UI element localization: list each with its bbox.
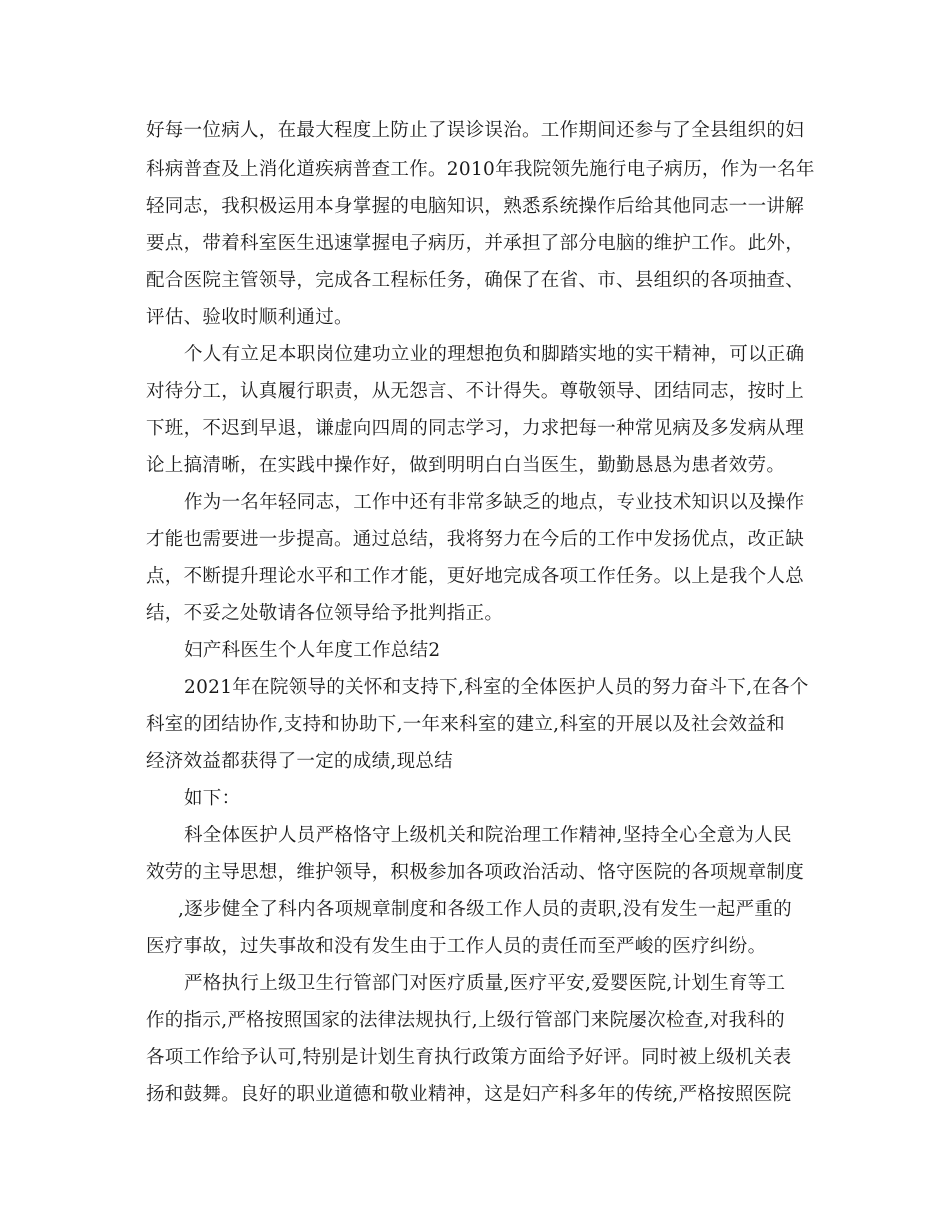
- paragraph-line: 才能也需要进一步提高。通过总结，我将努力在今后的工作中发扬优点，改正缺: [146, 529, 805, 550]
- paragraph-line: 效劳的主导思想，维护领导，积极参加各项政治活动、恪守医院的各项规章制度: [146, 862, 805, 883]
- paragraph-line: 个人有立足本职岗位建功立业的理想抱负和脚踏实地的实干精神，可以正确: [184, 344, 805, 365]
- section-heading: 妇产科医生个人年度工作总结2: [184, 640, 441, 661]
- paragraph-line: 经济效益都获得了一定的成绩,现总结: [146, 751, 453, 772]
- paragraph-line: 点，不断提升理论水平和工作才能，更好地完成各项工作任务。以上是我个人总: [146, 566, 805, 587]
- paragraph-line: 科全体医护人员严格恪守上级机关和院治理工作精神,坚持全心全意为人民: [184, 825, 792, 846]
- paragraph-line: ,逐步健全了科内各项规章制度和各级工作人员的责职,没有发生一起严重的: [178, 899, 792, 920]
- paragraph-line: 要点，带着科室医生迅速掌握电子病历，并承担了部分电脑的维护工作。此外，: [146, 233, 805, 254]
- paragraph-line: 作的指示,严格按照国家的法律法规执行,上级行管部门来院屡次检查,对我科的: [146, 1010, 785, 1031]
- paragraph-line: 对待分工，认真履行职责，从无怨言、不计得失。尊敬领导、团结同志，按时上: [146, 381, 805, 402]
- paragraph-line: 评估、验收时顺利通过。: [146, 307, 353, 328]
- paragraph-line: 严格执行上级卫生行管部门对医疗质量,医疗平安,爱婴医院,计划生育等工: [184, 973, 786, 994]
- paragraph-line: 好每一位病人，在最大程度上防止了误诊误治。工作期间还参与了全县组织的妇: [146, 120, 805, 141]
- paragraph-line: 论上搞清晰，在实践中操作好，做到明明白白当医生，勤勤恳恳为患者效劳。: [146, 455, 786, 476]
- paragraph-line: 配合医院主管领导，完成各工程标任务，确保了在省、市、县组织的各项抽查、: [146, 270, 805, 291]
- paragraph-line: 下班，不迟到早退，谦虚向四周的同志学习，力求把每一种常见病及多发病从理: [146, 418, 805, 439]
- paragraph-line: 各项工作给予认可,特别是计划生育执行政策方面给予好评。同时被上级机关表: [146, 1047, 792, 1068]
- paragraph-line: 作为一名年轻同志，工作中还有非常多缺乏的地点，专业技术知识以及操作: [184, 492, 805, 513]
- paragraph-line: 如下：: [184, 788, 241, 809]
- paragraph-line: 科室的团结协作,支持和协助下,一年来科室的建立,科室的开展以及社会效益和: [146, 714, 785, 735]
- paragraph-line: 科病普查及上消化道疾病普查工作。2010年我院领先施行电子病历，作为一名年: [146, 159, 815, 180]
- paragraph-line: 医疗事故，过失事故和没有发生由于工作人员的责任而至严峻的医疗纠纷。: [146, 936, 767, 957]
- paragraph-line: 2021年在院领导的关怀和支持下,科室的全体医护人员的努力奋斗下,在各个: [184, 677, 809, 698]
- paragraph-line: 扬和鼓舞。良好的职业道德和敬业精神，这是妇产科多年的传统,严格按照医院: [146, 1084, 792, 1105]
- paragraph-line: 结，不妥之处敬请各位领导给予批判指正。: [146, 603, 504, 624]
- paragraph-line: 轻同志，我积极运用本身掌握的电脑知识，熟悉系统操作后给其他同志一一讲解: [146, 196, 805, 217]
